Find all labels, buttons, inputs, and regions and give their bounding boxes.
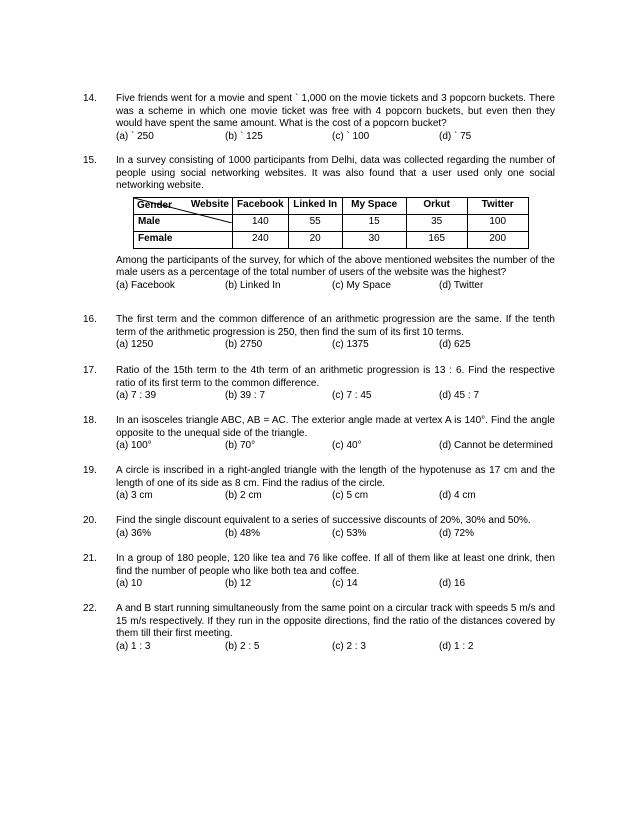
options — [116, 528, 555, 541]
option-b: (b) 2 : 5 — [225, 640, 260, 652]
table-row — [134, 231, 529, 248]
question-16 — [83, 314, 555, 352]
corner-website-label: Website — [190, 198, 229, 210]
question-number: 18. — [83, 415, 97, 426]
question-text: Five friends went for a movie and spent ` 1,000 on the movie tickets and 3 popcorn buckets. There was a scheme in which one movie ticket was free with 4 popcorn buckets, but even then they would have spent the same amount. What is the cost of a popcorn bucket? — [116, 93, 555, 129]
option-b: (b) 70° — [225, 440, 256, 451]
question-text: A circle is inscribed in a right-angled triangle with the length of the hypotenuse as 17 cm and the length of one of its side as 8 cm. Find the radius of the circle. — [116, 465, 555, 489]
question-text: A and B start running simultaneously from the same point on a circular track with speeds 5 m/s and 15 m/s respectively. If they run in the opposite directions, find the ratio of the distances covered by them till their first meeting. — [116, 603, 555, 639]
question-text: In a survey consisting of 1000 participants from Delhi, data was collected regarding the number of people using social networking websites. It was also found that a user used only one social networking website. — [116, 155, 555, 191]
option-b: (b) Linked In — [225, 279, 281, 291]
row-label: Female — [134, 231, 233, 248]
question-21 — [83, 553, 555, 591]
table-header-row — [134, 197, 529, 214]
row-label: Male — [134, 214, 233, 231]
question-number: 15. — [83, 155, 97, 166]
option-b: (b) 2 cm — [225, 490, 262, 501]
option-a: (a) Facebook — [116, 279, 175, 291]
survey-table — [133, 197, 529, 249]
table-cell: 240 — [233, 231, 289, 248]
question-number: 21. — [83, 553, 97, 564]
option-c: (c) ` 100 — [332, 130, 370, 142]
question-text: Find the single discount equivalent to a series of successive discounts of 20%, 30% and 50%. — [116, 515, 531, 526]
options — [116, 339, 555, 352]
option-c: (c) 7 : 45 — [332, 390, 372, 401]
question-text-continued: Among the participants of the survey, for which of the above mentioned websites the number of the male users as a percentage of the total number of users of the website was the highest? — [116, 254, 555, 278]
table-corner-cell — [134, 197, 233, 214]
options — [116, 440, 555, 453]
option-a: (a) 100° — [116, 440, 152, 451]
table-cell: 140 — [233, 214, 289, 231]
option-d: (d) 625 — [439, 339, 471, 350]
option-b: (b) 2750 — [225, 339, 263, 350]
table-cell: 165 — [406, 231, 467, 248]
option-c: (c) My Space — [332, 279, 391, 291]
option-a: (a) 7 : 39 — [116, 390, 157, 401]
option-b: (b) ` 125 — [225, 130, 263, 142]
option-a: (a) 3 cm — [116, 490, 153, 501]
question-number: 16. — [83, 314, 97, 325]
option-d: (d) ` 75 — [439, 130, 472, 142]
question-number: 19. — [83, 465, 97, 476]
option-d: (d) 45 : 7 — [439, 390, 480, 401]
table-cell: 35 — [406, 214, 467, 231]
column-header: Twitter — [467, 197, 528, 214]
options — [116, 280, 555, 293]
question-text: In an isosceles triangle ABC, AB = AC. The exterior angle made at vertex A is 140°. Find the angle opposite to the unequal side of the triangle. — [116, 415, 555, 439]
option-a: (a) 1 : 3 — [116, 640, 151, 652]
question-text: Ratio of the 15th term to the 4th term of an arithmetic progression is 13 : 6. Find the respective ratio of its first term to the common difference. — [116, 365, 555, 389]
question-20 — [83, 515, 555, 540]
option-d: (d) 72% — [439, 527, 475, 539]
question-number: 17. — [83, 365, 97, 376]
question-18 — [83, 415, 555, 453]
option-d: (d) 1 : 2 — [439, 640, 474, 652]
column-header: Linked In — [288, 197, 342, 214]
table-cell: 15 — [342, 214, 406, 231]
option-a: (a) 10 — [116, 578, 143, 589]
question-text: In a group of 180 people, 120 like tea and 76 like coffee. If all of them like at least one drink, then find the number of people who like both tea and coffee. — [116, 553, 555, 577]
option-c: (c) 1375 — [332, 339, 369, 350]
option-c: (c) 5 cm — [332, 490, 369, 501]
option-c: (c) 53% — [332, 527, 367, 539]
column-header: My Space — [342, 197, 406, 214]
question-text: The first term and the common difference of an arithmetic progression are the same. If the tenth term of the arithmetic progression is 250, then find the sum of its first 10 terms. — [116, 314, 555, 338]
question-number: 14. — [83, 93, 97, 104]
option-d: (d) Cannot be determined — [439, 440, 553, 451]
option-d: (d) Twitter — [439, 279, 484, 291]
option-c: (c) 14 — [332, 578, 358, 589]
option-d: (d) 16 — [439, 578, 466, 589]
question-19 — [83, 465, 555, 503]
question-number: 22. — [83, 603, 97, 614]
options — [116, 131, 555, 144]
column-header: Orkut — [406, 197, 467, 214]
option-c: (c) 2 : 3 — [332, 640, 366, 652]
column-header: Facebook — [233, 197, 289, 214]
option-a: (a) ` 250 — [116, 130, 154, 142]
table-cell: 55 — [288, 214, 342, 231]
option-c: (c) 40° — [332, 440, 362, 451]
options — [116, 490, 555, 503]
options — [116, 390, 555, 403]
question-15 — [83, 155, 555, 292]
options — [116, 578, 555, 591]
option-b: (b) 12 — [225, 578, 252, 589]
question-number: 20. — [83, 515, 97, 526]
question-17 — [83, 365, 555, 403]
question-22 — [83, 603, 555, 653]
option-b: (b) 39 : 7 — [225, 390, 266, 401]
table-cell: 200 — [467, 231, 528, 248]
table-cell: 30 — [342, 231, 406, 248]
table-cell: 100 — [467, 214, 528, 231]
options — [116, 641, 555, 654]
question-14 — [83, 93, 555, 143]
corner-gender-label: Gender — [137, 200, 173, 211]
option-a: (a) 36% — [116, 527, 152, 539]
option-b: (b) 48% — [225, 527, 261, 539]
option-d: (d) 4 cm — [439, 490, 476, 501]
table-cell: 20 — [288, 231, 342, 248]
option-a: (a) 1250 — [116, 339, 154, 350]
